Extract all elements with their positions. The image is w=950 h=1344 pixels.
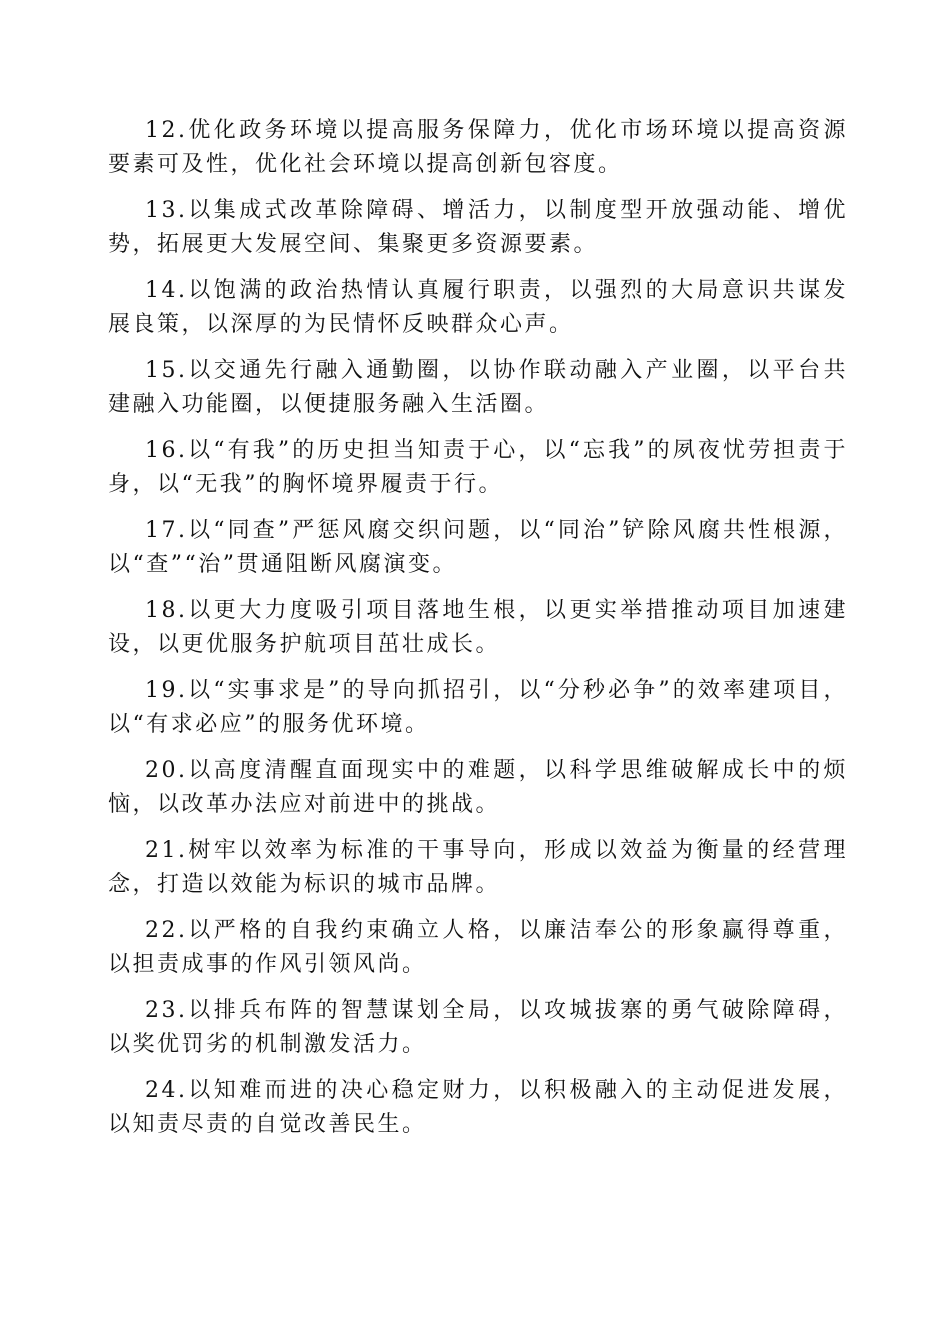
paragraph-14: 14.以饱满的政治热情认真履行职责，以强烈的大局意识共谋发展良策，以深厚的为民情怀反映群众心声。	[108, 278, 848, 337]
paragraph-23: 23.以排兵布阵的智慧谋划全局，以攻城拔寨的勇气破除障碍，以奖优罚劣的机制激发活力。	[108, 998, 848, 1057]
paragraph-15: 15.以交通先行融入通勤圈，以协作联动融入产业圈，以平台共建融入功能圈，以便捷服务融入生活圈。	[108, 358, 848, 417]
paragraph-20: 20.以高度清醒直面现实中的难题，以科学思维破解成长中的烦恼，以改革办法应对前进中的挑战。	[108, 758, 848, 817]
paragraph-12: 12.优化政务环境以提高服务保障力，优化市场环境以提高资源要素可及性，优化社会环境以提高创新包容度。	[108, 118, 848, 177]
paragraph-16: 16.以“有我”的历史担当知责于心，以“忘我”的夙夜忧劳担责于身，以“无我”的胸怀境界履责于行。	[108, 438, 848, 497]
document-body	[108, 114, 848, 1154]
paragraph-13: 13.以集成式改革除障碍、增活力，以制度型开放强动能、增优势，拓展更大发展空间、集聚更多资源要素。	[108, 198, 848, 257]
paragraph-17: 17.以“同查”严惩风腐交织问题，以“同治”铲除风腐共性根源，以“查”“治”贯通阻断风腐演变。	[108, 518, 848, 577]
paragraph-19: 19.以“实事求是”的导向抓招引，以“分秒必争”的效率建项目，以“有求必应”的服务优环境。	[108, 678, 848, 737]
paragraph-24: 24.以知难而进的决心稳定财力，以积极融入的主动促进发展，以知责尽责的自觉改善民生。	[108, 1078, 848, 1137]
paragraph-22: 22.以严格的自我约束确立人格，以廉洁奉公的形象赢得尊重，以担责成事的作风引领风尚。	[108, 918, 848, 977]
paragraph-18: 18.以更大力度吸引项目落地生根，以更实举措推动项目加速建设，以更优服务护航项目茁壮成长。	[108, 598, 848, 657]
paragraph-21: 21.树牢以效率为标准的干事导向，形成以效益为衡量的经营理念，打造以效能为标识的城市品牌。	[108, 838, 848, 897]
